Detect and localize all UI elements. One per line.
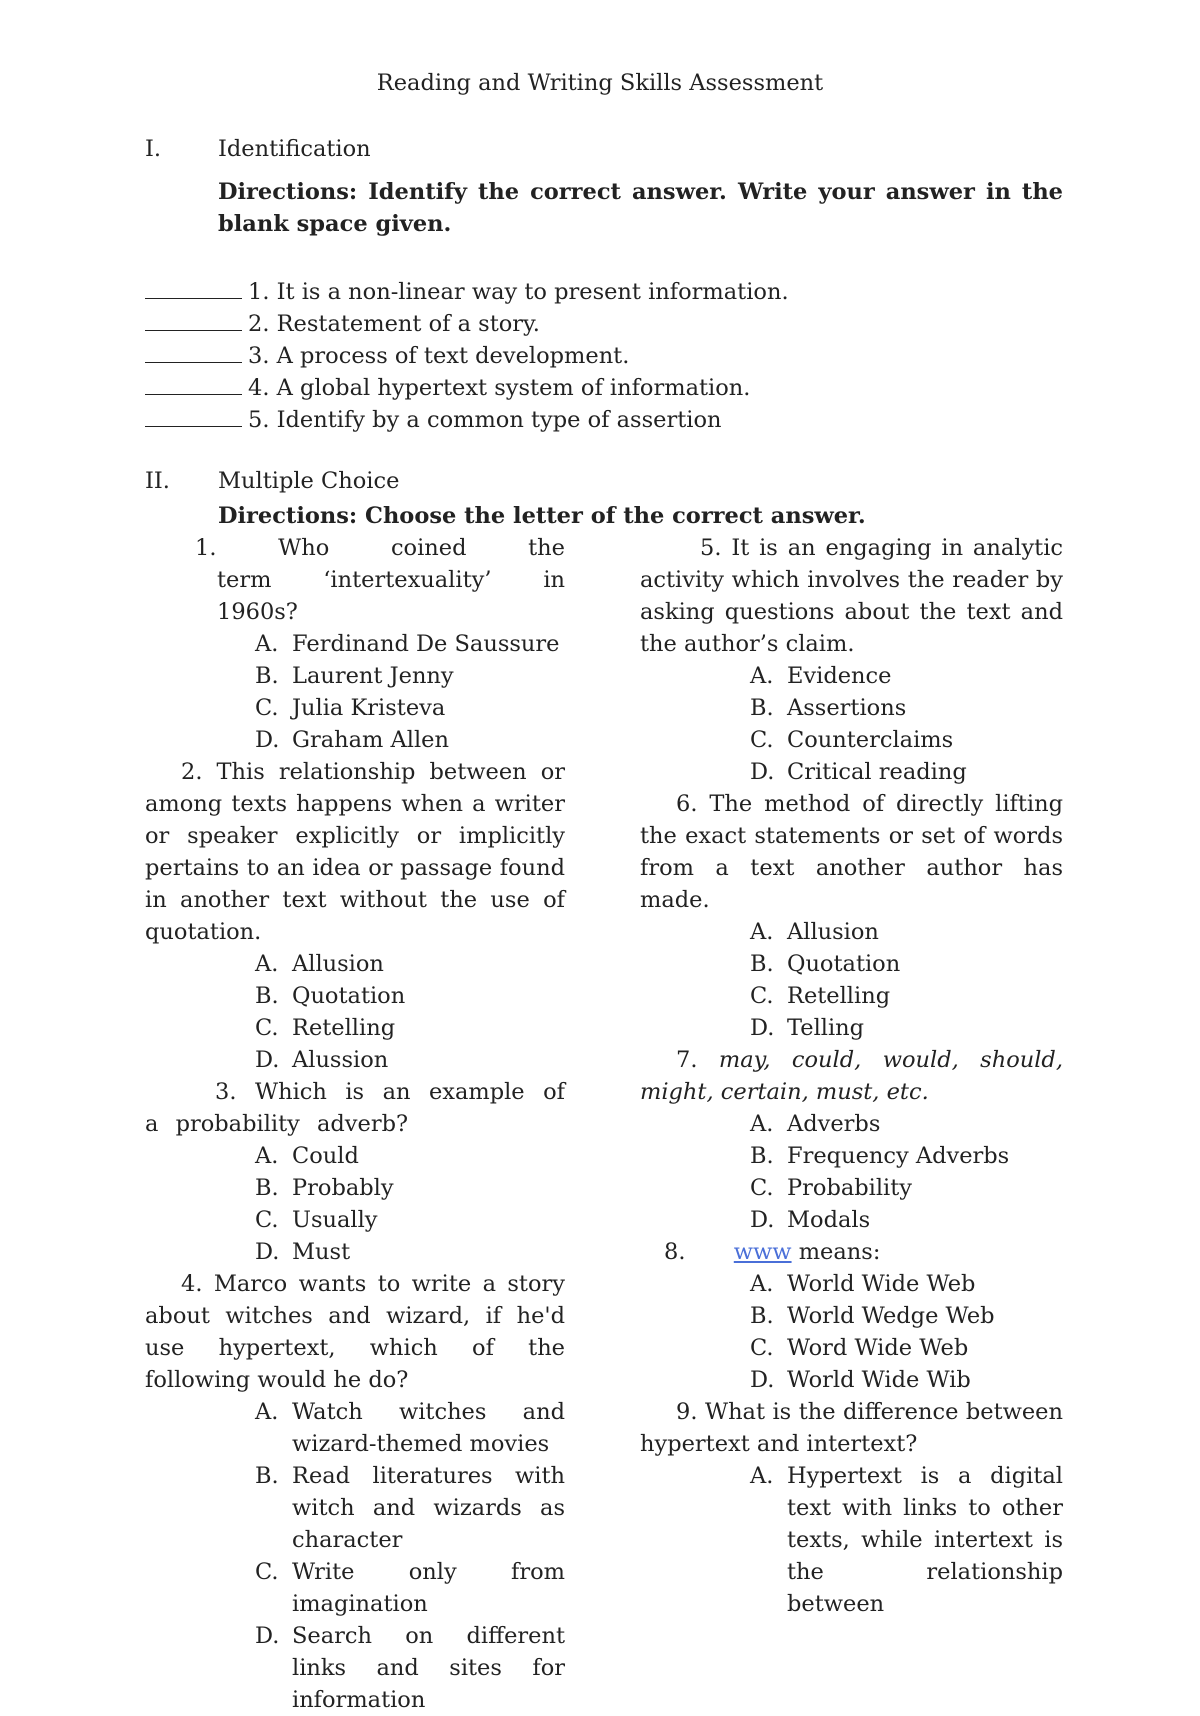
option[interactable]: D. Telling: [750, 1015, 865, 1041]
option[interactable]: C. Write only from imagination: [255, 1559, 565, 1617]
section-numeral: II.: [145, 468, 170, 494]
option[interactable]: A. Hypertext is a digital text with links to other texts, while intertext is the relationship between: [750, 1463, 1063, 1617]
option[interactable]: B. Quotation: [750, 951, 901, 977]
options-list: [750, 1460, 1063, 1620]
answer-blank[interactable]: [145, 276, 242, 299]
option[interactable]: D. Modals: [750, 1207, 871, 1233]
document-title: Reading and Writing Skills Assessment: [376, 70, 824, 96]
option[interactable]: C. Probability: [750, 1175, 913, 1201]
option[interactable]: C. Usually: [255, 1207, 378, 1233]
question-7: 7. may, could, would, should, might, certain, must, etc.: [640, 1047, 1063, 1105]
question-9: 9. What is the difference between hypertext and intertext?: [640, 1399, 1063, 1457]
option[interactable]: B. Laurent Jenny: [255, 663, 454, 689]
option[interactable]: B. Probably: [255, 1175, 394, 1201]
option[interactable]: D. Critical reading: [750, 759, 967, 785]
options-list: [750, 1268, 1063, 1396]
option[interactable]: C. Word Wide Web: [750, 1335, 969, 1361]
options-list: [255, 628, 565, 756]
option[interactable]: D. Search on different links and sites for information: [255, 1623, 565, 1713]
questions-left-column: [145, 532, 565, 1716]
answer-blank[interactable]: [145, 404, 242, 427]
option[interactable]: A. Ferdinand De Saussure: [255, 631, 560, 657]
option[interactable]: C. Julia Kristeva: [255, 695, 446, 721]
identification-list: [145, 276, 789, 436]
list-item: 1. It is a non-linear way to present information.: [145, 276, 789, 308]
option[interactable]: B. Assertions: [750, 695, 907, 721]
option[interactable]: A. Could: [255, 1143, 359, 1169]
option[interactable]: A. Allusion: [255, 951, 384, 977]
option[interactable]: C. Retelling: [255, 1015, 396, 1041]
answer-blank[interactable]: [145, 308, 242, 331]
option[interactable]: A. World Wide Web: [750, 1271, 976, 1297]
option[interactable]: B. Quotation: [255, 983, 406, 1009]
question-5: 5. It is an engaging in analytic activity which involves the reader by asking questions about the text and the author’s claim.: [640, 535, 1063, 657]
option[interactable]: B. Read literatures with witch and wizards as character: [255, 1463, 565, 1553]
question-6: 6. The method of directly lifting the exact statements or set of words from a text another author has made.: [640, 791, 1063, 913]
section-directions: Directions: Choose the letter of the correct answer.: [218, 503, 866, 529]
options-list: [255, 1140, 565, 1268]
list-item: 5. Identify by a common type of assertion: [145, 404, 789, 436]
options-list: [255, 1396, 565, 1716]
option[interactable]: B. Frequency Adverbs: [750, 1143, 1010, 1169]
option[interactable]: C. Counterclaims: [750, 727, 954, 753]
section-heading: Identification: [218, 136, 371, 162]
section-heading: Multiple Choice: [218, 468, 400, 494]
options-list: [750, 1108, 1063, 1236]
option[interactable]: C. Retelling: [750, 983, 891, 1009]
questions-right-column: [640, 532, 1063, 1620]
option[interactable]: D. Alussion: [255, 1047, 389, 1073]
question-3: 3. Which is an example of a probability adverb?: [145, 1079, 565, 1137]
option[interactable]: A. Adverbs: [750, 1111, 881, 1137]
option[interactable]: A. Evidence: [750, 663, 892, 689]
answer-blank[interactable]: [145, 340, 242, 363]
options-list: [750, 916, 1063, 1044]
question-2: 2. This relationship between or among texts happens when a writer or speaker explicitly or implicitly pertains to an idea or passage found in another text without the use of quotation.: [145, 759, 565, 945]
question-1: 1. Who coined the term ‘intertexuality’ in 1960s?: [195, 535, 565, 625]
question-4: 4. Marco wants to write a story about witches and wizard, if he'd use hypertext, which of the following would he do?: [145, 1271, 565, 1393]
answer-blank[interactable]: [145, 372, 242, 395]
option[interactable]: A. Allusion: [750, 919, 879, 945]
option[interactable]: D. Graham Allen: [255, 727, 449, 753]
section-numeral: I.: [145, 136, 162, 162]
www-link[interactable]: www: [733, 1239, 792, 1265]
section-directions: Directions: Identify the correct answer. Write your answer in the blank space given.: [218, 179, 1063, 237]
option[interactable]: B. World Wedge Web: [750, 1303, 995, 1329]
list-item: 3. A process of text development.: [145, 340, 789, 372]
option[interactable]: D. Must: [255, 1239, 351, 1265]
options-list: [255, 948, 565, 1076]
list-item: 2. Restatement of a story.: [145, 308, 789, 340]
question-8: 8. www means:: [664, 1239, 881, 1265]
option[interactable]: A. Watch witches and wizard-themed movies: [255, 1399, 565, 1457]
options-list: [750, 660, 1063, 788]
option[interactable]: D. World Wide Wib: [750, 1367, 971, 1393]
list-item: 4. A global hypertext system of information.: [145, 372, 789, 404]
